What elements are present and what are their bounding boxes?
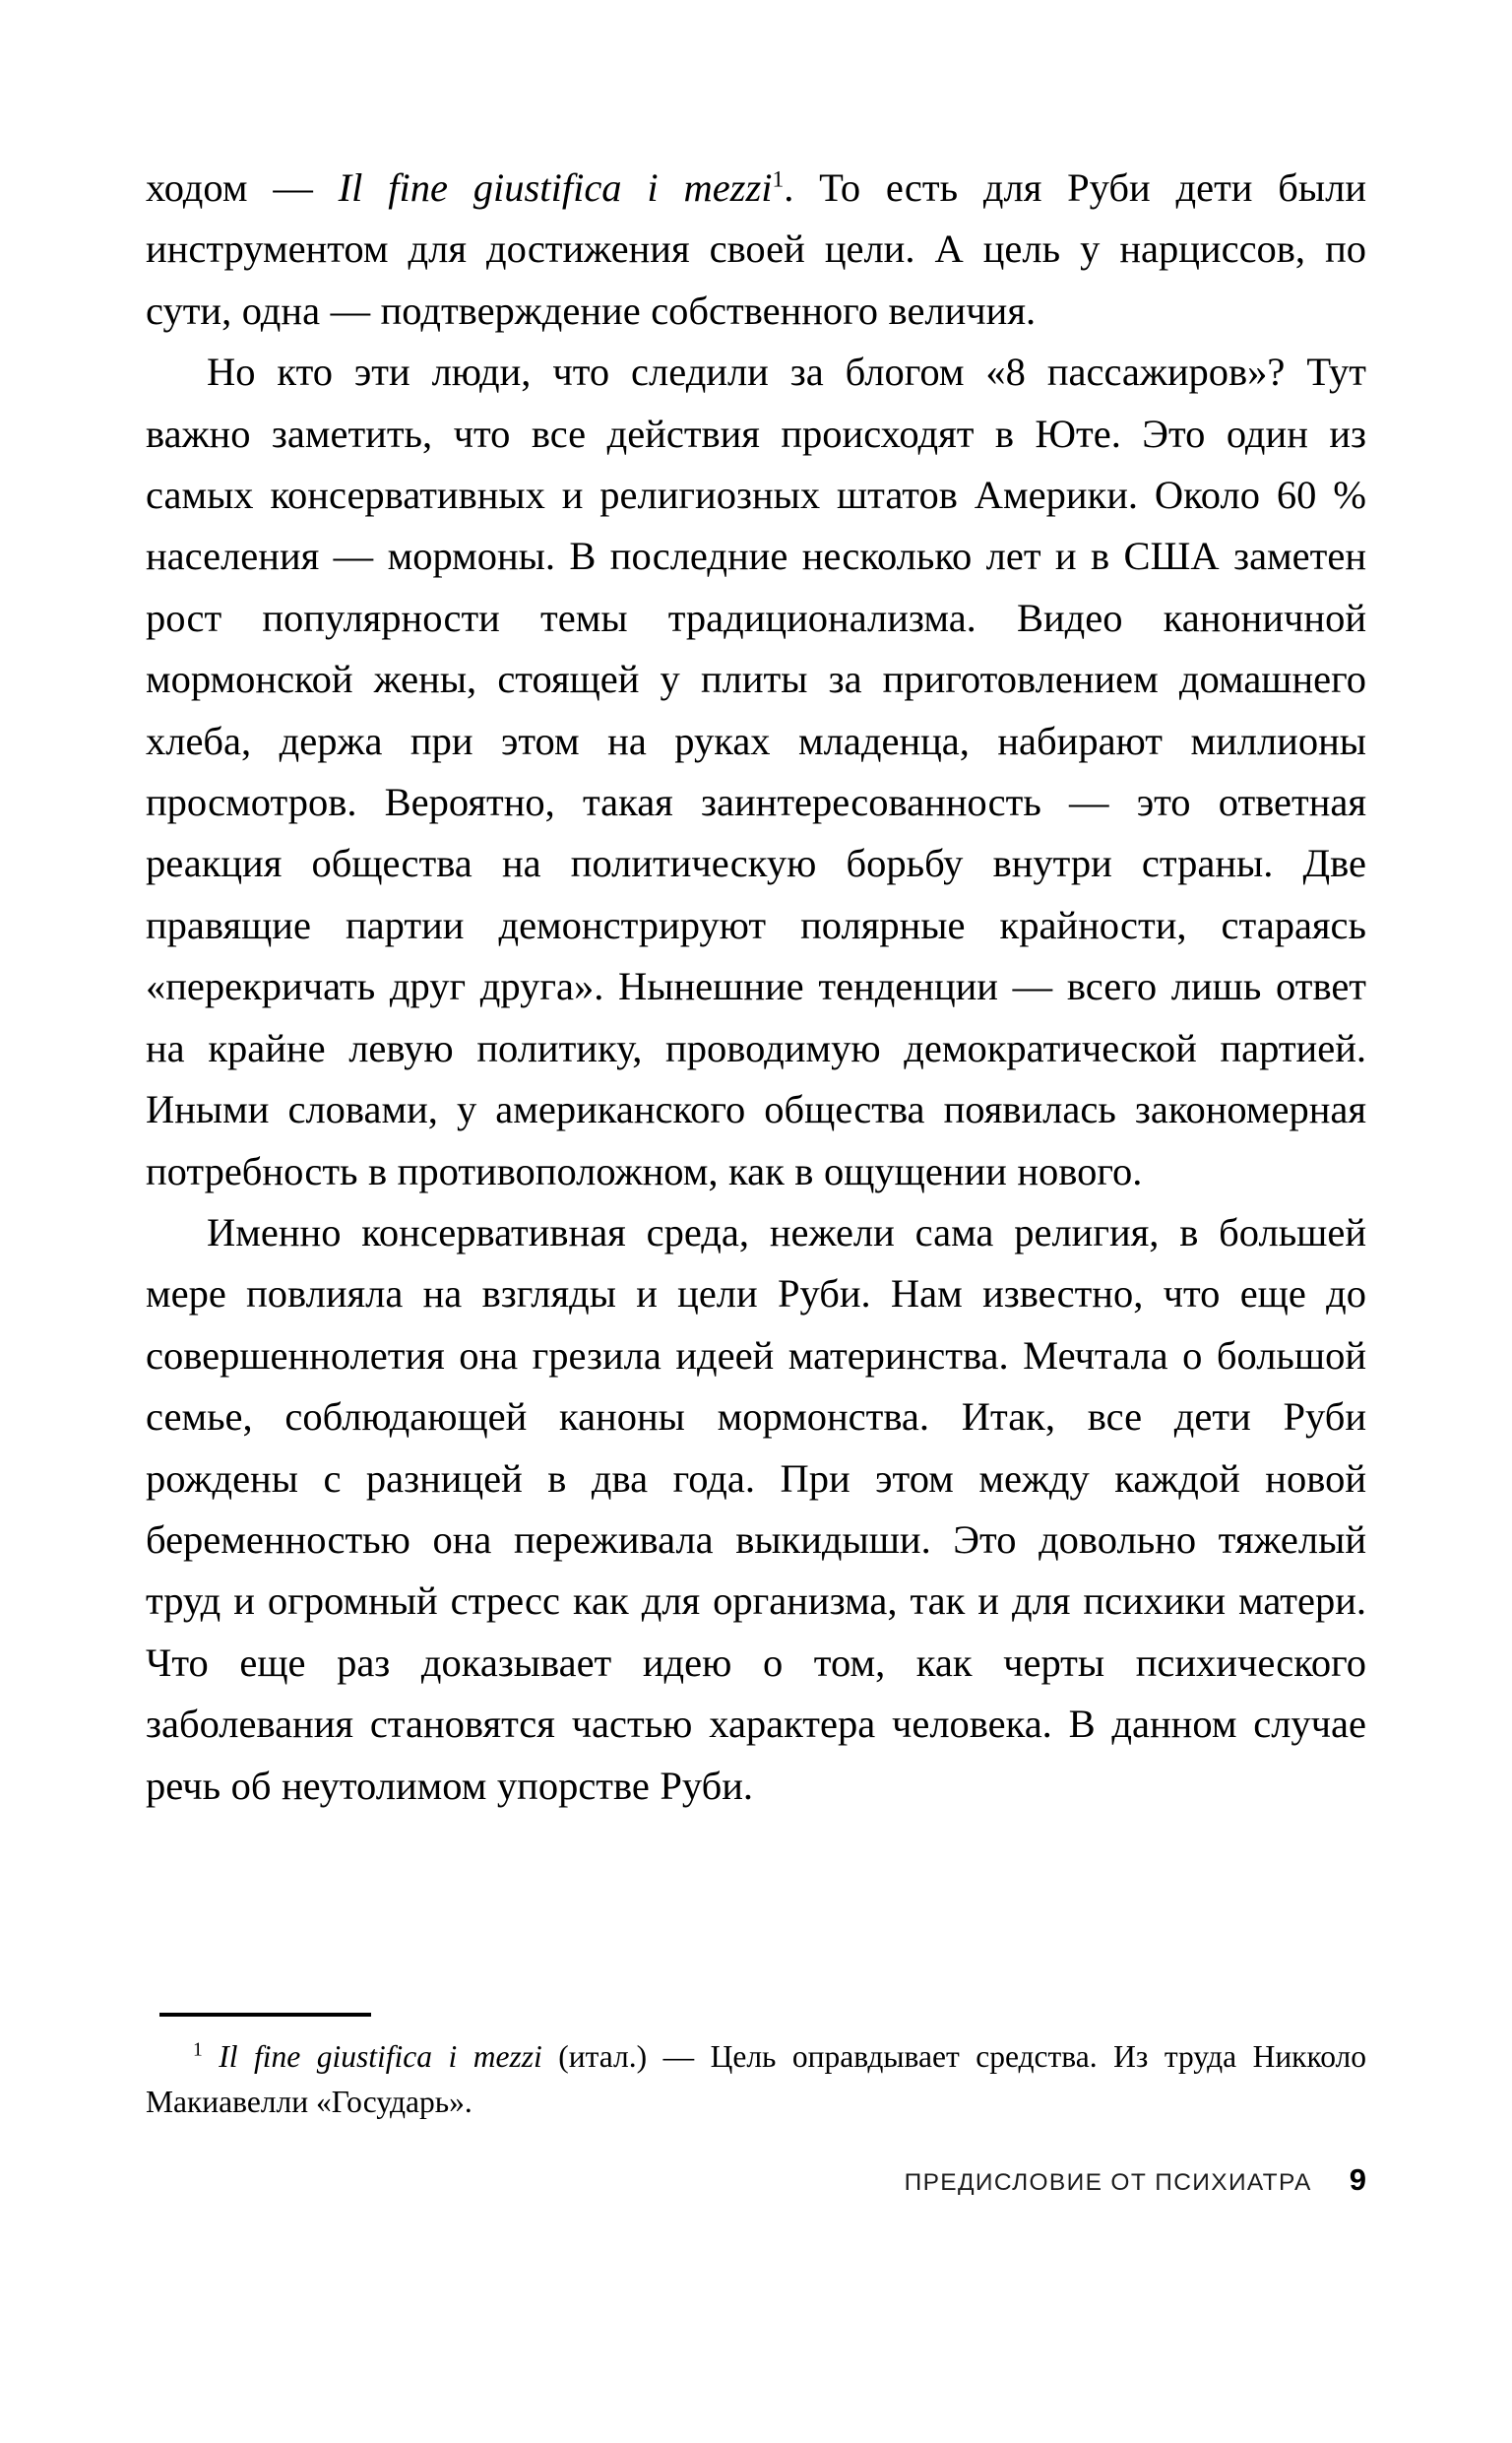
running-header-title: ПРЕДИСЛОВИЕ ОТ ПСИХИАТРА	[904, 2169, 1312, 2196]
footnote-italic-phrase: Il fine giustifica i mezzi	[219, 2039, 542, 2074]
footnote-reference-marker[interactable]: 1	[772, 166, 785, 193]
footnote-text	[146, 2034, 1366, 2125]
paragraph-1-part-b: . То есть для Руби дети были инструментом для достижения своей цели. А цель у нарциссов, по сути, одна — подтверждение собственного величия.	[146, 165, 1366, 333]
footnote-translation: (итал.) — Цель оправдывает средства. Из труда Никколо Макиавелли «Государь».	[146, 2039, 1366, 2119]
paragraph-2: Но кто эти люди, что следили за блогом «8 пассажиров»? Тут важно заметить, что все действия происходят в Юте. Это один из самых консервативных и религиозных штатов Америки. Около 60 % населения — мормоны. В последние несколько лет и в США заметен рост популярности темы традиционализма. Видео каноничной мормонской жены, стоящей у плиты за приготовлением домашнего хлеба, держа при этом на руках младенца, набирают миллионы просмотров. Вероятно, такая заинтересованность — это ответная реакция общества на политическую борьбу внутри страны. Две правящие партии демонстрируют полярные крайности, стараясь «перекричать друг друга». Нынешние тенденции — всего лишь ответ на крайне левую политику, проводимую демократической партией. Иными словами, у американского общества появилась закономерная потребность в противоположном, как в ощущении нового.	[146, 350, 1366, 1193]
paragraph-1-part-a: ходом —	[146, 165, 339, 210]
footnote-number: 1	[193, 2039, 203, 2061]
page-footer	[146, 2162, 1366, 2198]
footnote-block	[146, 2013, 1366, 2125]
page-body-text	[146, 158, 1366, 1817]
footnote-separator-rule	[159, 2013, 371, 2017]
paragraph-1	[146, 158, 1366, 342]
foreign-phrase-italic: Il fine giustifica i mezzi	[338, 165, 773, 210]
page-number: 9	[1349, 2162, 1366, 2197]
paragraph-3: Именно консервативная среда, нежели сама религия, в большей мере повлияла на взгляды и цели Руби. Нам известно, что еще до совершеннолетия она грезила идеей материнства. Мечтала о большой семье, соблюдающей каноны мормонства. Итак, все дети Руби рождены с разницей в два года. При этом между каждой новой беременностью она переживала выкидыши. Это довольно тяжелый труд и огромный стресс как для организма, так и для психики матери. Что еще раз доказывает идею о том, как черты психического заболевания становятся частью характера человека. В данном случае речь об неутолимом упорстве Руби.	[146, 1209, 1366, 1808]
